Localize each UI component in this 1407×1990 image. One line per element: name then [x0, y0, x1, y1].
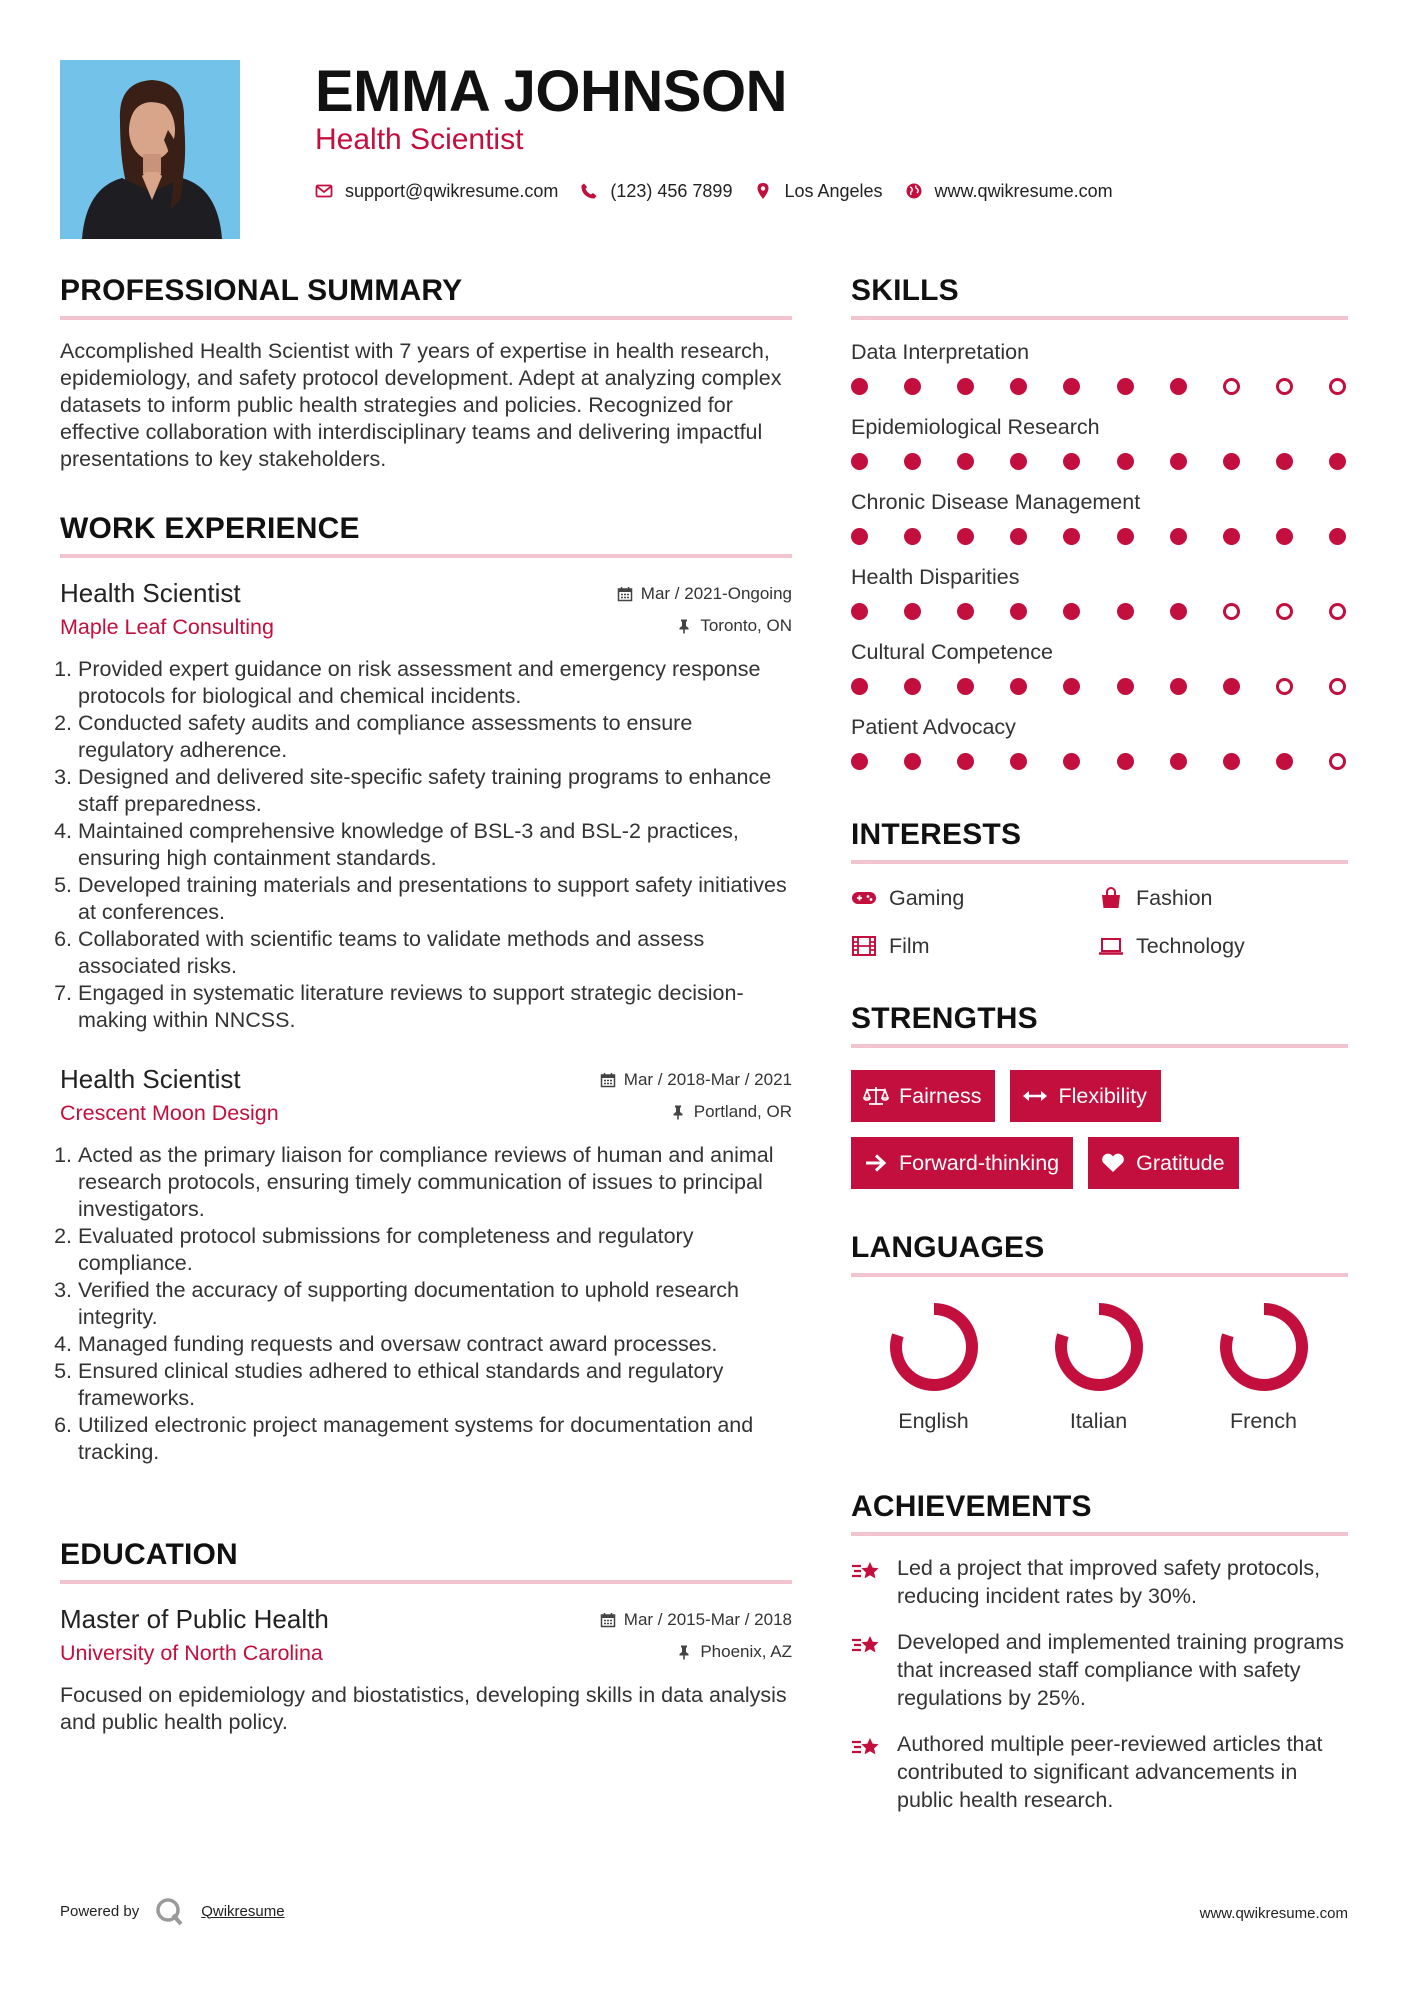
list-item: 4. Maintained comprehensive knowledge of BSL-3 and BSL-2 practices, ensuring high containment standards. — [78, 818, 792, 872]
rating-dot-filled — [1010, 453, 1027, 470]
shooting-star-icon — [851, 1558, 883, 1586]
rating-dot-filled — [1010, 753, 1027, 770]
list-item: 6. Collaborated with scientific teams to validate methods and assess associated risks. — [78, 926, 792, 980]
interest-item — [1098, 884, 1345, 912]
person-portrait-icon — [60, 60, 240, 239]
skill-name: Patient Advocacy — [851, 715, 1016, 739]
languages-section — [851, 1229, 1348, 1434]
rating-dot-filled — [1063, 453, 1080, 470]
rating-dot-filled — [904, 678, 921, 695]
degree-title: Master of Public Health — [60, 1604, 329, 1634]
interest-item — [851, 932, 1098, 960]
skills-list — [851, 338, 1348, 770]
footer-website[interactable]: www.qwikresume.com — [1199, 1905, 1348, 1922]
pushpin-icon — [676, 618, 692, 634]
rating-dot-filled — [904, 603, 921, 620]
pushpin-icon — [676, 1644, 692, 1660]
language-proficiency-arc — [1226, 1309, 1302, 1385]
rating-dot-empty — [1329, 678, 1346, 695]
section-divider — [60, 316, 792, 320]
rating-dot-filled — [851, 753, 868, 770]
rating-dot-filled — [957, 678, 974, 695]
heart-icon — [1100, 1152, 1126, 1174]
strength-badge — [851, 1070, 995, 1122]
rating-dot-filled — [851, 603, 868, 620]
school-name: University of North Carolina — [60, 1641, 323, 1665]
skill-name: Epidemiological Research — [851, 415, 1100, 439]
phone-icon — [580, 182, 598, 200]
achievement-item — [851, 1628, 1348, 1712]
shooting-star-icon — [851, 1734, 883, 1762]
rating-dot-filled — [1276, 528, 1293, 545]
summary-section — [60, 272, 792, 473]
education-location — [676, 1642, 792, 1662]
job-company: Maple Leaf Consulting — [60, 615, 274, 639]
interest-item — [851, 884, 1098, 912]
footer-powered-by — [60, 1895, 285, 1927]
rating-dot-filled — [957, 603, 974, 620]
language-name: English — [898, 1409, 969, 1433]
achievement-item — [851, 1730, 1348, 1814]
strength-badge — [851, 1137, 1073, 1189]
rating-dot-filled — [1063, 603, 1080, 620]
language-item — [851, 1301, 1016, 1434]
rating-dot-empty — [1276, 603, 1293, 620]
rating-dot-filled — [904, 528, 921, 545]
qwikresume-logo-icon — [153, 1895, 185, 1927]
film-icon — [851, 935, 877, 957]
skill-item — [851, 713, 1348, 770]
shopping-bag-icon — [1098, 887, 1124, 909]
languages-list — [851, 1301, 1348, 1434]
strength-label: Gratitude — [1136, 1150, 1225, 1175]
profile-photo — [60, 60, 240, 239]
rating-dot-filled — [1010, 678, 1027, 695]
skill-name: Chronic Disease Management — [851, 490, 1141, 514]
contact-website-text: www.qwikresume.com — [934, 180, 1113, 201]
rating-dot-empty — [1276, 678, 1293, 695]
rating-dot-filled — [1117, 603, 1134, 620]
rating-dot-filled — [904, 453, 921, 470]
rating-dot-filled — [1223, 453, 1240, 470]
arrows-horizontal-icon — [1022, 1085, 1048, 1107]
rating-dot-filled — [1170, 453, 1187, 470]
rating-dot-empty — [1223, 603, 1240, 620]
summary-text: Accomplished Health Scientist with 7 years of expertise in health research, epidemiology, and safety protocol development. Adept at analyzing complex datasets to inform public health strategies and policies. Recognized for effective collaboration with interdisciplinary teams and delivering impactful presentations to key stakeholders. — [60, 339, 782, 471]
list-item: 3. Verified the accuracy of supporting documentation to uphold research integrity. — [78, 1277, 792, 1331]
calendar-icon — [600, 1612, 616, 1628]
interest-item — [1098, 932, 1345, 960]
location-pin-icon — [754, 182, 772, 200]
achievement-text: Developed and implemented training programs that increased staff compliance with safety regulations by 25%. — [897, 1630, 1344, 1710]
rating-dot-filled — [1170, 603, 1187, 620]
job-bullets — [60, 656, 792, 1034]
job-entry — [60, 1064, 792, 1466]
rating-dot-empty — [1329, 378, 1346, 395]
rating-dot-filled — [851, 528, 868, 545]
skill-rating — [851, 603, 1346, 620]
rating-dot-filled — [851, 453, 868, 470]
strength-label: Flexibility — [1058, 1083, 1147, 1108]
rating-dot-filled — [957, 753, 974, 770]
skill-rating — [851, 753, 1346, 770]
achievements-heading: ACHIEVEMENTS — [851, 1490, 1092, 1523]
rating-dot-empty — [1276, 378, 1293, 395]
section-divider — [851, 1273, 1348, 1277]
list-item: 4. Managed funding requests and oversaw contract award processes. — [78, 1331, 792, 1358]
globe-icon — [905, 182, 923, 200]
language-proficiency-ring — [1053, 1301, 1145, 1393]
strengths-section — [851, 1000, 1348, 1189]
rating-dot-filled — [957, 378, 974, 395]
strength-badge — [1088, 1137, 1238, 1189]
rating-dot-filled — [1117, 528, 1134, 545]
interests-heading: INTERESTS — [851, 818, 1022, 851]
education-date — [600, 1610, 792, 1630]
achievement-item — [851, 1554, 1348, 1610]
interest-label: Fashion — [1136, 885, 1213, 910]
language-name: Italian — [1069, 1409, 1128, 1433]
job-date — [617, 584, 792, 604]
job-location-text: Toronto, ON — [700, 616, 792, 635]
rating-dot-filled — [1329, 453, 1346, 470]
job-location — [670, 1102, 792, 1122]
job-date-text: Mar / 2018-Mar / 2021 — [623, 1070, 792, 1089]
job-company: Crescent Moon Design — [60, 1101, 279, 1125]
strengths-heading: STRENGTHS — [851, 1002, 1038, 1035]
achievement-text: Led a project that improved safety protocols, reducing incident rates by 30%. — [897, 1556, 1321, 1608]
job-date — [600, 1070, 792, 1090]
calendar-icon — [600, 1072, 616, 1088]
arrow-right-icon — [863, 1152, 889, 1174]
skill-rating — [851, 528, 1346, 545]
education-entry — [60, 1604, 792, 1736]
rating-dot-filled — [851, 678, 868, 695]
interest-label: Technology — [1136, 933, 1245, 958]
job-location-text: Portland, OR — [693, 1102, 792, 1121]
strength-label: Fairness — [899, 1083, 982, 1108]
skill-rating — [851, 678, 1346, 695]
skill-rating — [851, 453, 1346, 470]
section-divider — [851, 860, 1348, 864]
strengths-list — [851, 1070, 1348, 1189]
education-date-text: Mar / 2015-Mar / 2018 — [623, 1610, 792, 1629]
interests-section — [851, 816, 1348, 960]
rating-dot-filled — [1117, 453, 1134, 470]
rating-dot-filled — [1329, 528, 1346, 545]
rating-dot-filled — [1117, 753, 1134, 770]
interest-label: Film — [889, 933, 930, 958]
strength-badge — [1010, 1070, 1160, 1122]
language-item — [1016, 1301, 1181, 1434]
skill-item — [851, 413, 1348, 470]
education-heading: EDUCATION — [60, 1538, 238, 1571]
section-divider — [60, 1580, 792, 1584]
list-item: 6. Utilized electronic project management systems for documentation and tracking. — [78, 1412, 792, 1466]
laptop-icon — [1098, 935, 1124, 957]
section-divider — [851, 316, 1348, 320]
rating-dot-empty — [1329, 753, 1346, 770]
skills-heading: SKILLS — [851, 274, 959, 307]
section-divider — [851, 1044, 1348, 1048]
contact-location-text: Los Angeles — [784, 180, 883, 201]
rating-dot-filled — [1276, 453, 1293, 470]
rating-dot-filled — [1010, 603, 1027, 620]
skill-name: Health Disparities — [851, 565, 1020, 589]
list-item: 1. Acted as the primary liaison for compliance reviews of human and animal research protocols, ensuring timely communication of issues to principal investigators. — [78, 1142, 792, 1223]
rating-dot-filled — [1117, 378, 1134, 395]
rating-dot-filled — [1223, 753, 1240, 770]
skill-item — [851, 638, 1348, 695]
strength-label: Forward-thinking — [899, 1150, 1060, 1175]
list-item: 2. Evaluated protocol submissions for completeness and regulatory compliance. — [78, 1223, 792, 1277]
skill-name: Cultural Competence — [851, 640, 1053, 664]
candidate-title: Health Scientist — [315, 123, 524, 156]
rating-dot-filled — [904, 753, 921, 770]
section-divider — [851, 1532, 1348, 1536]
rating-dot-filled — [1170, 678, 1187, 695]
candidate-name: EMMA JOHNSON — [315, 59, 787, 124]
skill-name: Data Interpretation — [851, 340, 1030, 364]
rating-dot-filled — [1010, 378, 1027, 395]
languages-heading: LANGUAGES — [851, 1231, 1045, 1264]
job-date-text: Mar / 2021-Ongoing — [640, 584, 792, 603]
pushpin-icon — [670, 1104, 686, 1120]
job-location — [676, 616, 792, 636]
achievement-text: Authored multiple peer-reviewed articles that contributed to significant advancements in public health research. — [897, 1732, 1323, 1812]
shooting-star-icon — [851, 1632, 883, 1660]
rating-dot-filled — [1276, 753, 1293, 770]
education-description: Focused on epidemiology and biostatistics, developing skills in data analysis and public health policy. — [60, 1683, 787, 1734]
experience-heading: WORK EXPERIENCE — [60, 512, 360, 545]
rating-dot-filled — [1117, 678, 1134, 695]
language-proficiency-ring — [1218, 1301, 1310, 1393]
job-bullets — [60, 1142, 792, 1466]
language-proficiency-arc — [1061, 1309, 1137, 1385]
envelope-icon — [315, 182, 333, 200]
rating-dot-filled — [1063, 528, 1080, 545]
education-section — [60, 1536, 792, 1736]
rating-dot-filled — [1170, 378, 1187, 395]
language-proficiency-arc — [896, 1309, 972, 1385]
rating-dot-filled — [1063, 678, 1080, 695]
experience-section — [60, 510, 792, 1466]
skill-rating — [851, 378, 1346, 395]
job-title: Health Scientist — [60, 578, 241, 608]
skills-section — [851, 272, 1348, 770]
powered-by-label: Powered by — [60, 1902, 140, 1920]
list-item: 5. Developed training materials and presentations to support safety initiatives at conferences. — [78, 872, 792, 926]
contact-website[interactable] — [905, 181, 1113, 202]
rating-dot-filled — [1170, 528, 1187, 545]
skill-item — [851, 488, 1348, 545]
rating-dot-empty — [1329, 603, 1346, 620]
contact-phone-text: (123) 456 7899 — [610, 180, 733, 201]
calendar-icon — [617, 586, 633, 602]
skill-item — [851, 563, 1348, 620]
contact-phone[interactable] — [580, 181, 732, 202]
job-entry — [60, 578, 792, 1034]
language-name: French — [1230, 1409, 1297, 1433]
skill-item — [851, 338, 1348, 395]
rating-dot-filled — [1223, 528, 1240, 545]
language-proficiency-ring — [888, 1301, 980, 1393]
job-title: Health Scientist — [60, 1064, 241, 1094]
gamepad-icon — [851, 887, 877, 909]
balance-scale-icon — [863, 1085, 889, 1107]
rating-dot-filled — [904, 378, 921, 395]
contact-email-text: support@qwikresume.com — [345, 180, 559, 201]
list-item: 3. Designed and delivered site-specific safety training programs to enhance staff preparedness. — [78, 764, 792, 818]
section-divider — [60, 554, 792, 558]
rating-dot-filled — [957, 453, 974, 470]
interest-label: Gaming — [889, 885, 965, 910]
rating-dot-empty — [1223, 378, 1240, 395]
achievements-section — [851, 1488, 1348, 1814]
interests-list — [851, 884, 1348, 960]
rating-dot-filled — [1010, 528, 1027, 545]
rating-dot-filled — [1063, 378, 1080, 395]
language-item — [1181, 1301, 1346, 1434]
rating-dot-filled — [851, 378, 868, 395]
list-item: 5. Ensured clinical studies adhered to ethical standards and regulatory frameworks. — [78, 1358, 792, 1412]
list-item: 2. Conducted safety audits and compliance assessments to ensure regulatory adherence. — [78, 710, 792, 764]
summary-heading: PROFESSIONAL SUMMARY — [60, 274, 463, 307]
contact-location — [754, 181, 882, 202]
rating-dot-filled — [1223, 678, 1240, 695]
list-item: 7. Engaged in systematic literature reviews to support strategic decision-making within NNCSS. — [78, 980, 792, 1034]
contact-email[interactable] — [315, 181, 558, 202]
rating-dot-filled — [957, 528, 974, 545]
education-location-text: Phoenix, AZ — [700, 1642, 792, 1661]
brand-link[interactable]: Qwikresume — [201, 1902, 285, 1920]
contact-bar — [315, 178, 1135, 204]
rating-dot-filled — [1170, 753, 1187, 770]
list-item: 1. Provided expert guidance on risk assessment and emergency response protocols for biological and chemical incidents. — [78, 656, 792, 710]
rating-dot-filled — [1063, 753, 1080, 770]
